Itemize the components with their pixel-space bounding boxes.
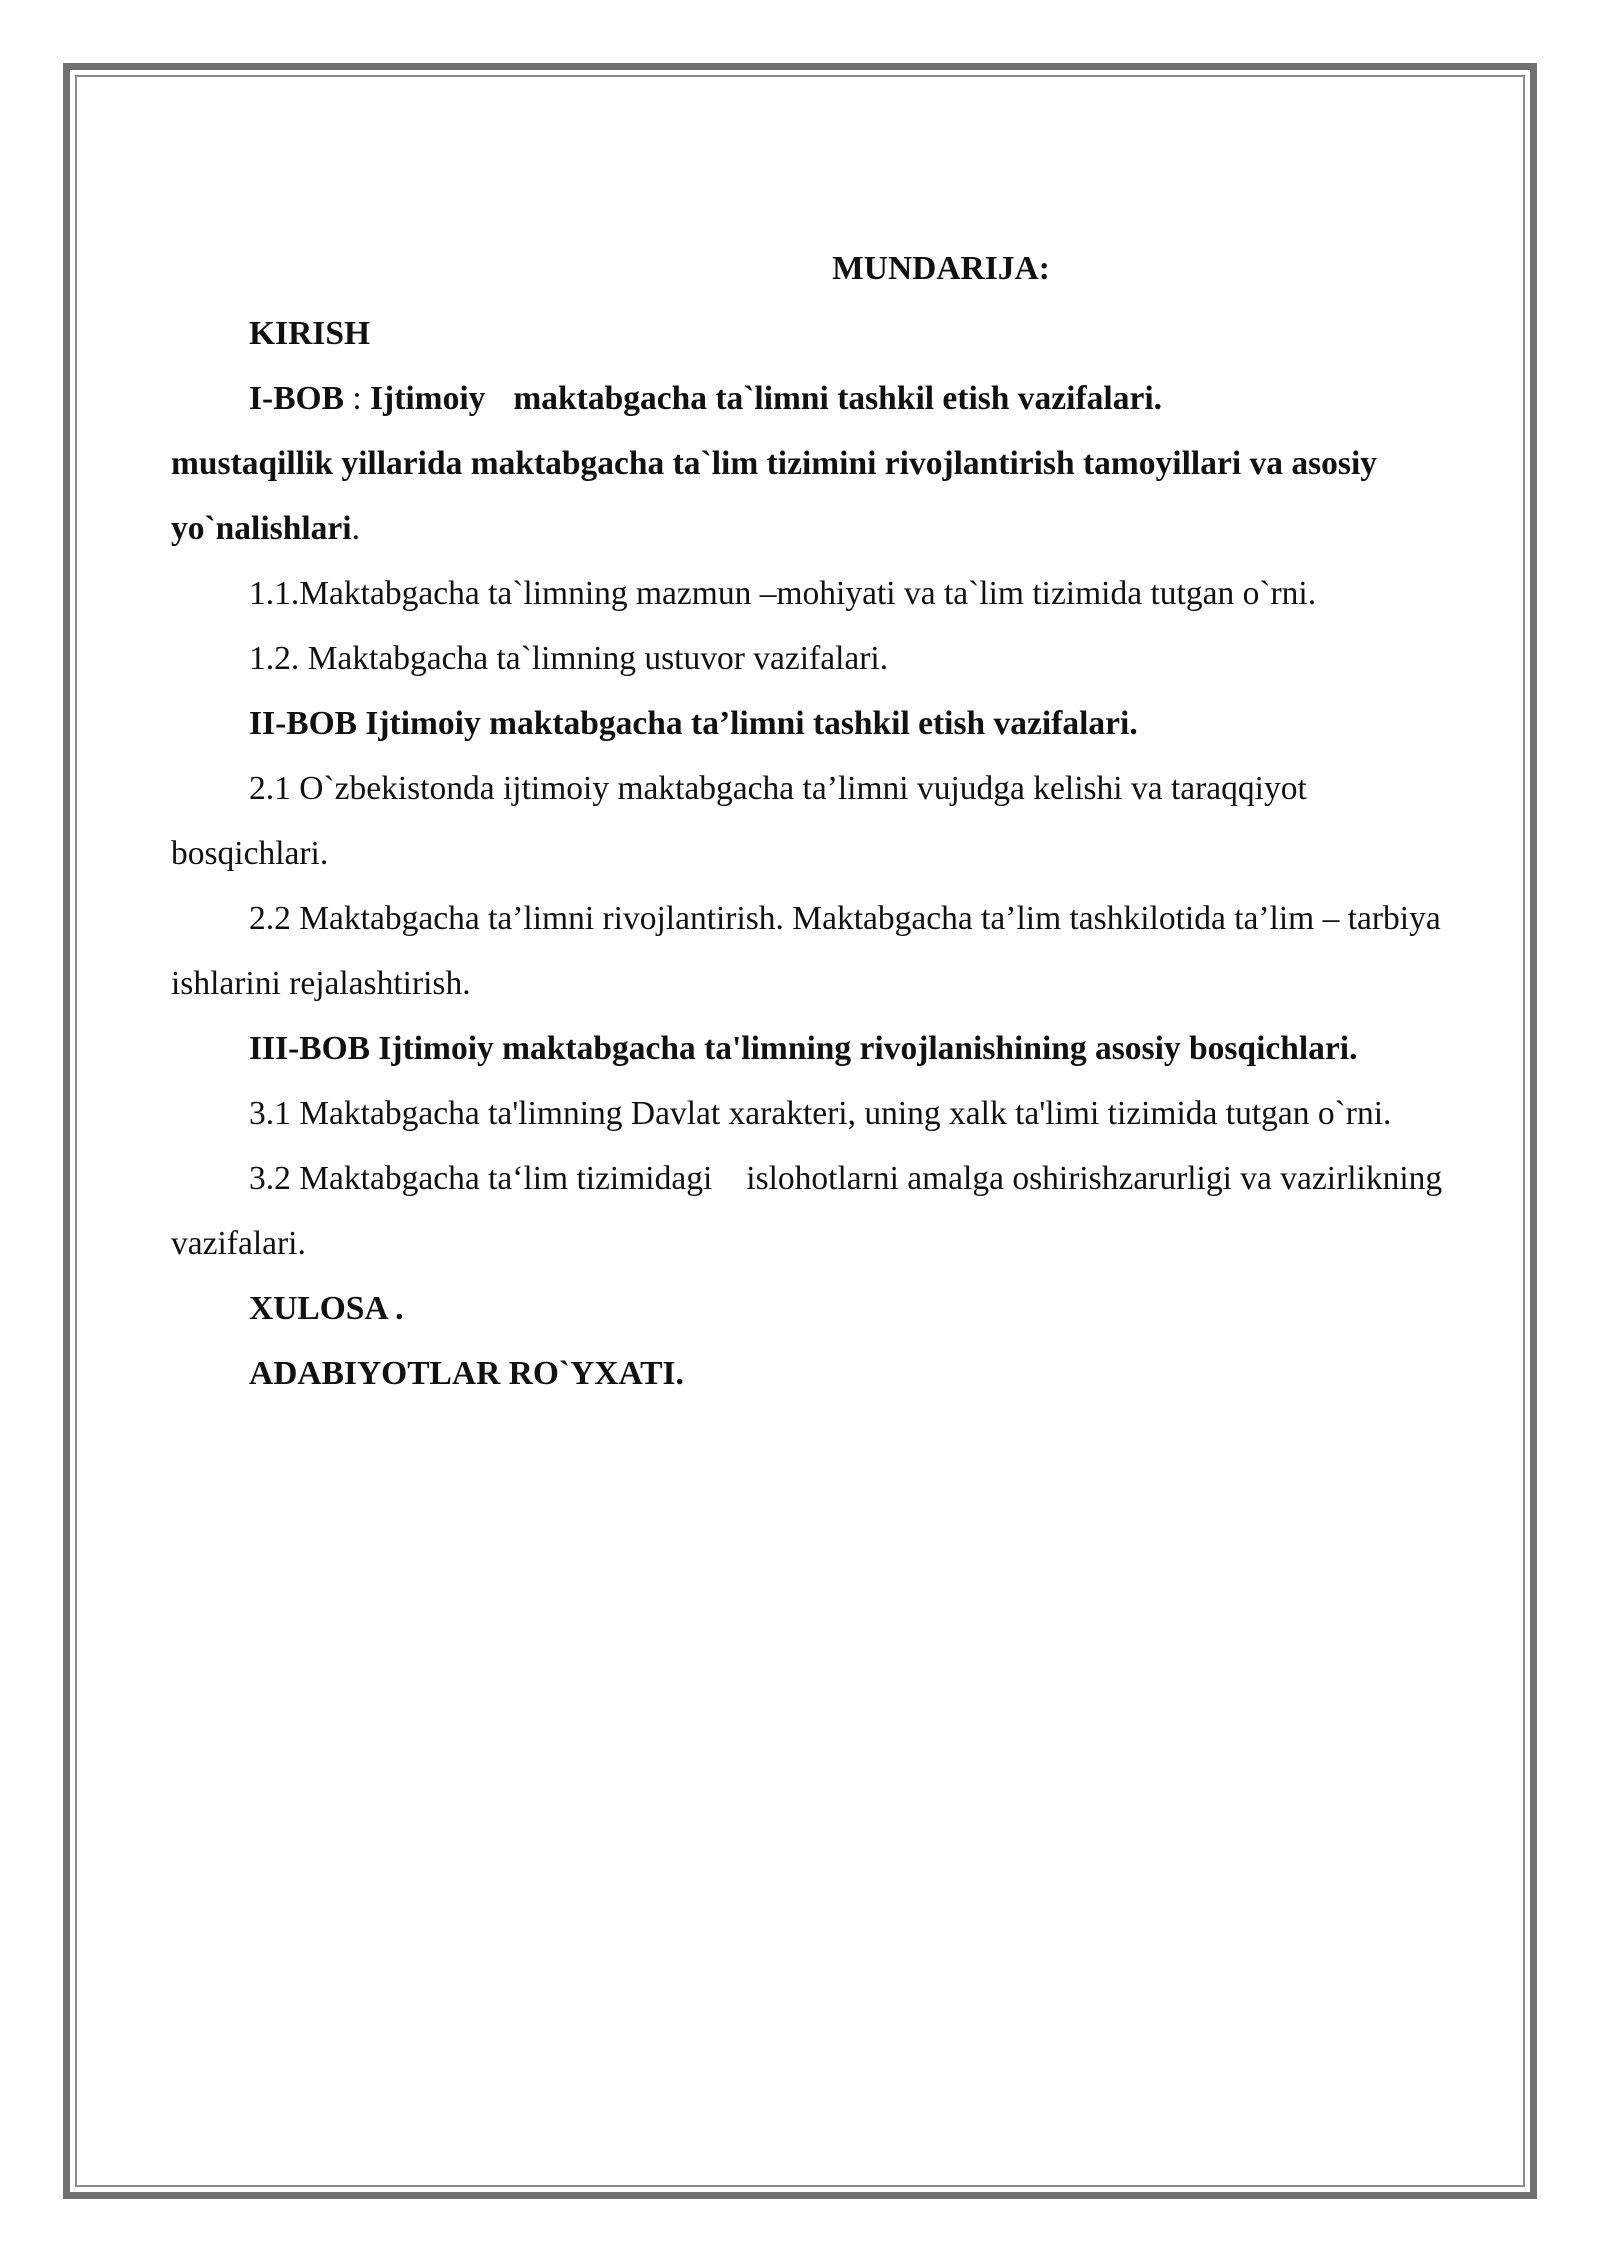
bob1-separator: : [343,380,371,417]
toc-entry-1-1: 1.1.Maktabgacha ta`limning mazmun –mohiyati va ta`lim tizimida tutgan o`rni. [249,575,1317,612]
bob1-title-b: maktabgacha ta`limni tashkil etish vazifalari. [513,380,1162,417]
bob1-subtitle-end: . [351,510,360,547]
toc-entry-bob3 [171,1016,1461,1081]
bob2-title: Ijtimoiy maktabgacha ta’limni tashkil etish vazifalari. [356,705,1138,742]
toc-entry-3-1: 3.1 Maktabgacha ta'limning Davlat xarakteri, uning xalk ta'limi tizimida tutgan o`rni. [249,1095,1392,1132]
bob1-subtitle: mustaqillik yillarida maktabgacha ta`lim tizimini rivojlantirish tamoyillari va asosiy yo`nalishlari [171,445,1378,547]
toc-entry-3-2 [171,1146,1461,1276]
toc-entry-xulosa: XULOSA . [249,1290,404,1327]
toc-entry-2-2: 2.2 Maktabgacha ta’limni rivojlantirish. Maktabgacha ta’lim tashkilotida ta’lim – tarbiya ishlarini rejalashtirish. [171,900,1441,1002]
bob1-prefix: I-BOB [249,380,344,417]
item-3-2-part-b: islohotlarni amalga oshirishzarurligi va vazirlikning vazifalari. [171,1160,1443,1262]
item-3-2-part-a: 3.2 Maktabgacha ta‘lim tizimidagi [249,1160,713,1197]
table-of-contents [171,236,1461,1406]
toc-entry-2-1: 2.1 O`zbekistonda ijtimoiy maktabgacha ta’limni vujudga kelishi va taraqqiyot bosqichlari. [171,770,1307,872]
toc-entry-bob1-subtitle [171,431,1461,561]
bob3-prefix: III-BOB [249,1030,371,1067]
toc-entry-kirish: KIRISH [249,315,371,352]
toc-entry-bob1 [171,366,1461,431]
bob3-title: Ijtimoiy maktabgacha ta'limning rivojlanishining asosiy bosqichlari. [370,1030,1358,1067]
toc-title: MUNDARIJA: [832,250,1050,287]
bob1-title-a: Ijtimoiy [370,380,486,417]
toc-entry-adabiyotlar: ADABIYOTLAR RO`YXATI. [249,1355,684,1392]
toc-entry-bob2 [171,691,1461,756]
toc-entry-1-2: 1.2. Maktabgacha ta`limning ustuvor vazifalari. [249,640,889,677]
bob2-prefix: II-BOB [249,705,357,742]
